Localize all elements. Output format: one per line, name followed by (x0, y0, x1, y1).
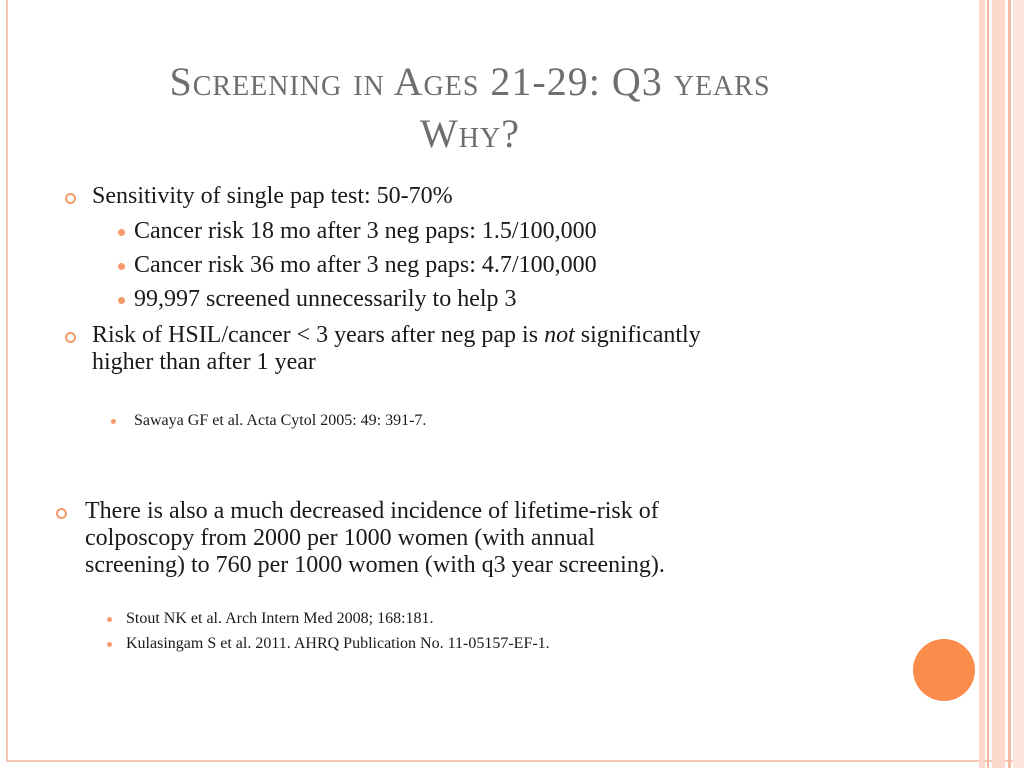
title-line-2: Why? (420, 111, 520, 156)
decor-stripe (1008, 0, 1011, 768)
bullet-colposcopy-line1: There is also a much decreased incidence of lifetime-risk of (85, 498, 659, 524)
decorative-circle (913, 639, 975, 701)
bullet-hsil-risk (92, 322, 701, 349)
title-line-1: Screening in Ages 21-29: Q3 years (169, 59, 771, 104)
bullet-dot-icon (118, 263, 125, 270)
bullet-dot-icon (118, 297, 125, 304)
reference-kulasingam: Kulasingam S et al. 2011. AHRQ Publication No. 11-05157-EF-1. (126, 635, 550, 652)
sub-bullet-screened: 99,997 screened unnecessarily to help 3 (134, 286, 517, 312)
bullet-ring-icon (56, 508, 67, 519)
bullet-colposcopy-line2: colposcopy from 2000 per 1000 women (with annual (85, 525, 595, 551)
sub-bullet-risk-18mo: Cancer risk 18 mo after 3 neg paps: 1.5/100,000 (134, 218, 597, 244)
slide-title (60, 56, 880, 160)
hsil-text-post: significantly (574, 322, 701, 348)
bullet-hsil-risk-line2: higher than after 1 year (92, 349, 316, 375)
hsil-text-emphasis: not (544, 322, 575, 348)
bullet-dot-icon (118, 229, 125, 236)
bullet-ring-icon (65, 332, 76, 343)
bullet-dot-icon (107, 642, 112, 647)
reference-sawaya: Sawaya GF et al. Acta Cytol 2005: 49: 391-7. (134, 412, 427, 429)
bullet-dot-icon (111, 419, 116, 424)
sub-bullet-risk-36mo: Cancer risk 36 mo after 3 neg paps: 4.7/100,000 (134, 252, 597, 278)
decor-stripe (987, 0, 989, 768)
bullet-colposcopy-line3: screening) to 760 per 1000 women (with q3 year screening). (85, 552, 665, 578)
bullet-ring-icon (65, 193, 76, 204)
bullet-dot-icon (107, 617, 112, 622)
reference-stout: Stout NK et al. Arch Intern Med 2008; 168:181. (126, 610, 434, 627)
decor-stripe (992, 0, 1005, 768)
bullet-sensitivity: Sensitivity of single pap test: 50-70% (92, 183, 453, 209)
decor-stripe (1013, 0, 1024, 768)
hsil-text-pre: Risk of HSIL/cancer < 3 years after neg pap is (92, 322, 545, 348)
decor-stripe (979, 0, 985, 768)
